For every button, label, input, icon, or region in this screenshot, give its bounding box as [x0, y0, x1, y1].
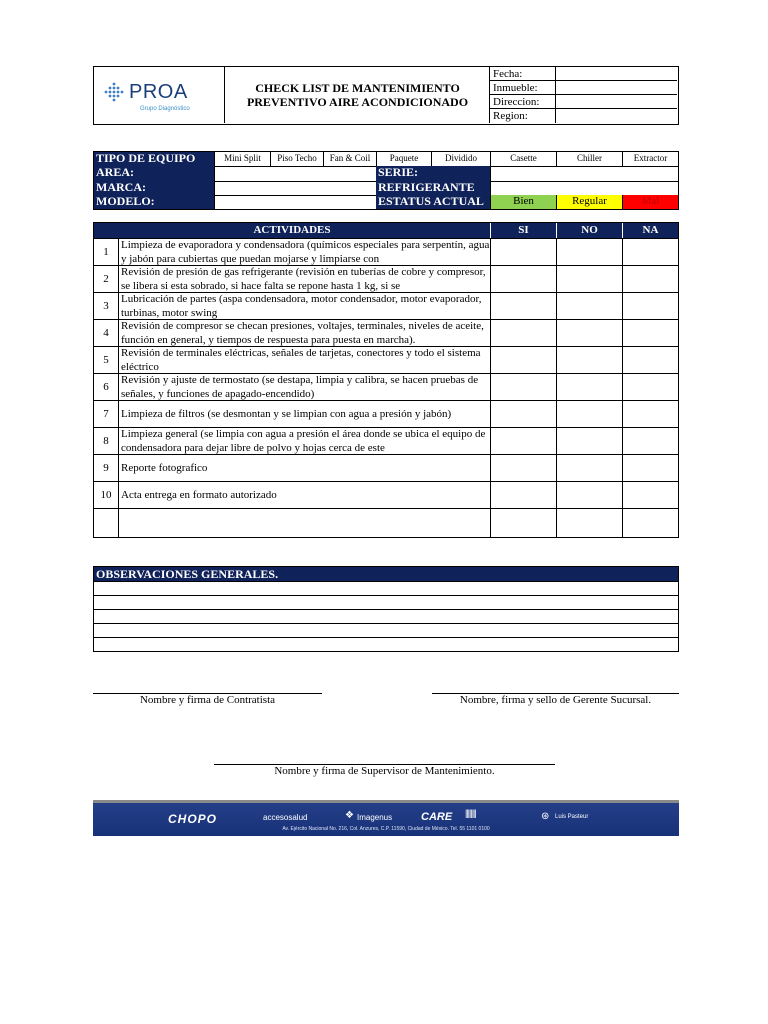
observation-line[interactable] [94, 637, 678, 652]
si-checkbox[interactable] [490, 509, 556, 537]
care-logo: CARE [421, 811, 453, 823]
si-checkbox[interactable] [490, 266, 556, 292]
manager-signature-label: Nombre, firma y sello de Gerente Sucursal. [459, 694, 652, 706]
modelo-field[interactable] [214, 195, 376, 209]
activity-text[interactable] [118, 509, 490, 537]
activity-number: 8 [103, 435, 109, 447]
si-checkbox[interactable] [490, 482, 556, 508]
activity-text: Acta entrega en formato autorizado [118, 482, 490, 508]
no-checkbox[interactable] [556, 401, 622, 427]
meta-fields [489, 67, 677, 123]
region-field[interactable] [555, 109, 678, 123]
activity-row [94, 373, 678, 400]
activity-row-blank [94, 508, 678, 537]
na-checkbox[interactable] [622, 509, 678, 537]
no-checkbox[interactable] [556, 320, 622, 346]
observation-line[interactable] [94, 623, 678, 638]
type-option-fan-coil[interactable]: Fan & Coil [323, 152, 376, 166]
na-checkbox[interactable] [622, 482, 678, 508]
proa-logo-icon [103, 82, 125, 104]
activities-table [93, 222, 679, 538]
activities-header-row [94, 223, 678, 238]
si-checkbox[interactable] [490, 293, 556, 319]
barcode-logo-icon: |||||||| [465, 808, 476, 818]
na-checkbox[interactable] [622, 320, 678, 346]
serie-label: SERIE: [376, 166, 490, 181]
document-header [93, 66, 679, 125]
activity-number: 9 [103, 462, 109, 474]
no-checkbox[interactable] [556, 428, 622, 454]
type-option-paquete[interactable]: Paquete [376, 152, 431, 166]
activity-row [94, 292, 678, 319]
na-checkbox[interactable] [622, 401, 678, 427]
imagenus-logo-icon: ❖ [345, 810, 354, 821]
meta-label: Inmueble: [493, 82, 538, 94]
si-checkbox[interactable] [490, 401, 556, 427]
observations-header: OBSERVACIONES GENERALES. [94, 567, 678, 581]
observation-line[interactable] [94, 581, 678, 596]
activity-text: Limpieza general (se limpia con agua a presión el área donde se ubica el equipo de condensadora para dejar libre de polvo y hojas cerca de este [118, 428, 490, 454]
no-checkbox[interactable] [556, 374, 622, 400]
activity-number: 3 [103, 300, 109, 312]
status-regular-option[interactable]: Regular [556, 195, 622, 209]
meta-row-inmueble [490, 81, 677, 95]
logo-area [94, 67, 225, 123]
na-checkbox[interactable] [622, 266, 678, 292]
observation-line[interactable] [94, 595, 678, 610]
status-bien-option[interactable]: Bien [490, 195, 556, 209]
activity-text: Revisión de presión de gas refrigerante (revisión en tuberías de cobre y compresor, se libera si esta sobrado, si hace falta se repone hasta 1 kg, si se [118, 266, 490, 292]
activities-header: ACTIVIDADES [253, 224, 331, 236]
meta-row-direccion [490, 95, 677, 109]
serie-field[interactable] [490, 166, 678, 181]
si-checkbox[interactable] [490, 347, 556, 373]
modelo-label: MODELO: [94, 195, 214, 209]
footer-address: Av. Ejército Nacional No. 216, Col. Anzures, C.P. 11590, Ciudad de México. Tel. 55 1101 0100 [282, 826, 490, 832]
na-checkbox[interactable] [622, 239, 678, 265]
no-checkbox[interactable] [556, 293, 622, 319]
supervisor-signature-label: Nombre y firma de Supervisor de Mantenimiento. [274, 765, 495, 777]
activity-number: 2 [103, 273, 109, 285]
fecha-field[interactable] [555, 67, 678, 80]
si-checkbox[interactable] [490, 374, 556, 400]
type-option-extractor[interactable]: Extractor [622, 152, 678, 166]
footer-brand-bar [93, 800, 679, 836]
refrigerante-label: REFRIGERANTE [376, 181, 490, 195]
na-checkbox[interactable] [622, 347, 678, 373]
activity-text: Limpieza de evaporadora y condensadora (químicos especiales para serpentín, agua y jabón para cubiertas que puedan mojarse y limpiarse con [118, 239, 490, 265]
logo-subtitle: Grupo Diagnóstico [140, 106, 190, 112]
activity-row [94, 265, 678, 292]
meta-label: Fecha: [493, 68, 523, 80]
refrigerante-field[interactable] [490, 181, 678, 195]
col-si-header: SI [490, 223, 556, 238]
accesosalud-logo: accesosalud [263, 813, 308, 822]
chopo-logo: CHOPO [168, 812, 218, 826]
activity-number: 5 [103, 354, 109, 366]
na-checkbox[interactable] [622, 293, 678, 319]
type-option-mini-split[interactable]: Mini Split [214, 152, 270, 166]
observation-line[interactable] [94, 609, 678, 624]
pasteur-logo: Luis Pasteur [555, 814, 589, 820]
activity-number: 7 [103, 408, 109, 420]
tipo-equipo-label: TIPO DE EQUIPO [94, 152, 214, 166]
activity-text: Revisión de terminales eléctricas, señales de tarjetas, conectores y todo el sistema eléctrico [118, 347, 490, 373]
si-checkbox[interactable] [490, 239, 556, 265]
activity-number: 10 [100, 489, 112, 501]
direccion-field[interactable] [555, 95, 678, 108]
activity-number: 1 [103, 246, 109, 258]
activity-number [94, 509, 118, 537]
si-checkbox[interactable] [490, 320, 556, 346]
meta-row-fecha [490, 67, 677, 81]
si-checkbox[interactable] [490, 428, 556, 454]
no-checkbox[interactable] [556, 239, 622, 265]
type-option-piso-techo[interactable]: Piso Techo [270, 152, 323, 166]
col-na-header: NA [622, 223, 678, 238]
no-checkbox[interactable] [556, 455, 622, 481]
marca-field[interactable] [214, 181, 376, 195]
status-mal-option[interactable]: Mal [622, 195, 678, 209]
na-checkbox[interactable] [622, 455, 678, 481]
activity-text: Limpieza de filtros (se desmontan y se limpian con agua a presión y jabón) [118, 401, 490, 427]
activity-row [94, 238, 678, 265]
activity-number: 4 [103, 327, 109, 339]
activity-text: Reporte fotografico [118, 455, 490, 481]
no-checkbox[interactable] [556, 509, 622, 537]
equipment-table [93, 151, 679, 210]
title-line-2: PREVENTIVO AIRE ACONDICIONADO [246, 95, 469, 109]
activity-row [94, 454, 678, 481]
imagenus-logo: Imagenus [357, 813, 393, 822]
na-checkbox[interactable] [622, 374, 678, 400]
inmueble-field[interactable] [555, 81, 678, 94]
activity-text: Revisión y ajuste de termostato (se destapa, limpia y calibra, se hacen pruebas de señales, y funciones de apagado-encendido) [118, 374, 490, 400]
area-label: AREA: [94, 166, 214, 181]
col-no-header: NO [556, 223, 622, 238]
observations-section [93, 566, 679, 652]
area-field[interactable] [214, 166, 376, 181]
si-checkbox[interactable] [490, 455, 556, 481]
activity-row [94, 400, 678, 427]
document-title [226, 67, 489, 123]
activity-text: Lubricación de partes (aspa condensadora, motor condensador, motor evaporador, turbinas, motor swing [118, 293, 490, 319]
pasteur-logo-icon: ⊛ [541, 811, 550, 822]
type-option-chiller[interactable]: Chiller [556, 152, 622, 166]
type-option-casette[interactable]: Casette [490, 152, 556, 166]
title-line-1: CHECK LIST DE MANTENIMIENTO [255, 81, 460, 95]
contractor-signature-label: Nombre y firma de Contratista [139, 694, 276, 706]
activity-number: 6 [103, 381, 109, 393]
meta-label: Region: [493, 110, 528, 122]
activity-text: Revisión de compresor se checan presiones, voltajes, terminales, niveles de aceite, función en general, y tiempos de respuesta para puesta en marcha). [118, 320, 490, 346]
activity-row [94, 481, 678, 508]
type-option-dividido[interactable]: Dividido [431, 152, 490, 166]
no-checkbox[interactable] [556, 347, 622, 373]
activity-row [94, 346, 678, 373]
marca-label: MARCA: [94, 181, 214, 195]
estatus-label: ESTATUS ACTUAL [376, 195, 490, 209]
meta-row-region [490, 109, 677, 123]
na-checkbox[interactable] [622, 428, 678, 454]
activity-row [94, 427, 678, 454]
meta-label: Direccion: [493, 96, 540, 108]
activity-row [94, 319, 678, 346]
no-checkbox[interactable] [556, 266, 622, 292]
no-checkbox[interactable] [556, 482, 622, 508]
logo-text: PROA [129, 81, 188, 103]
